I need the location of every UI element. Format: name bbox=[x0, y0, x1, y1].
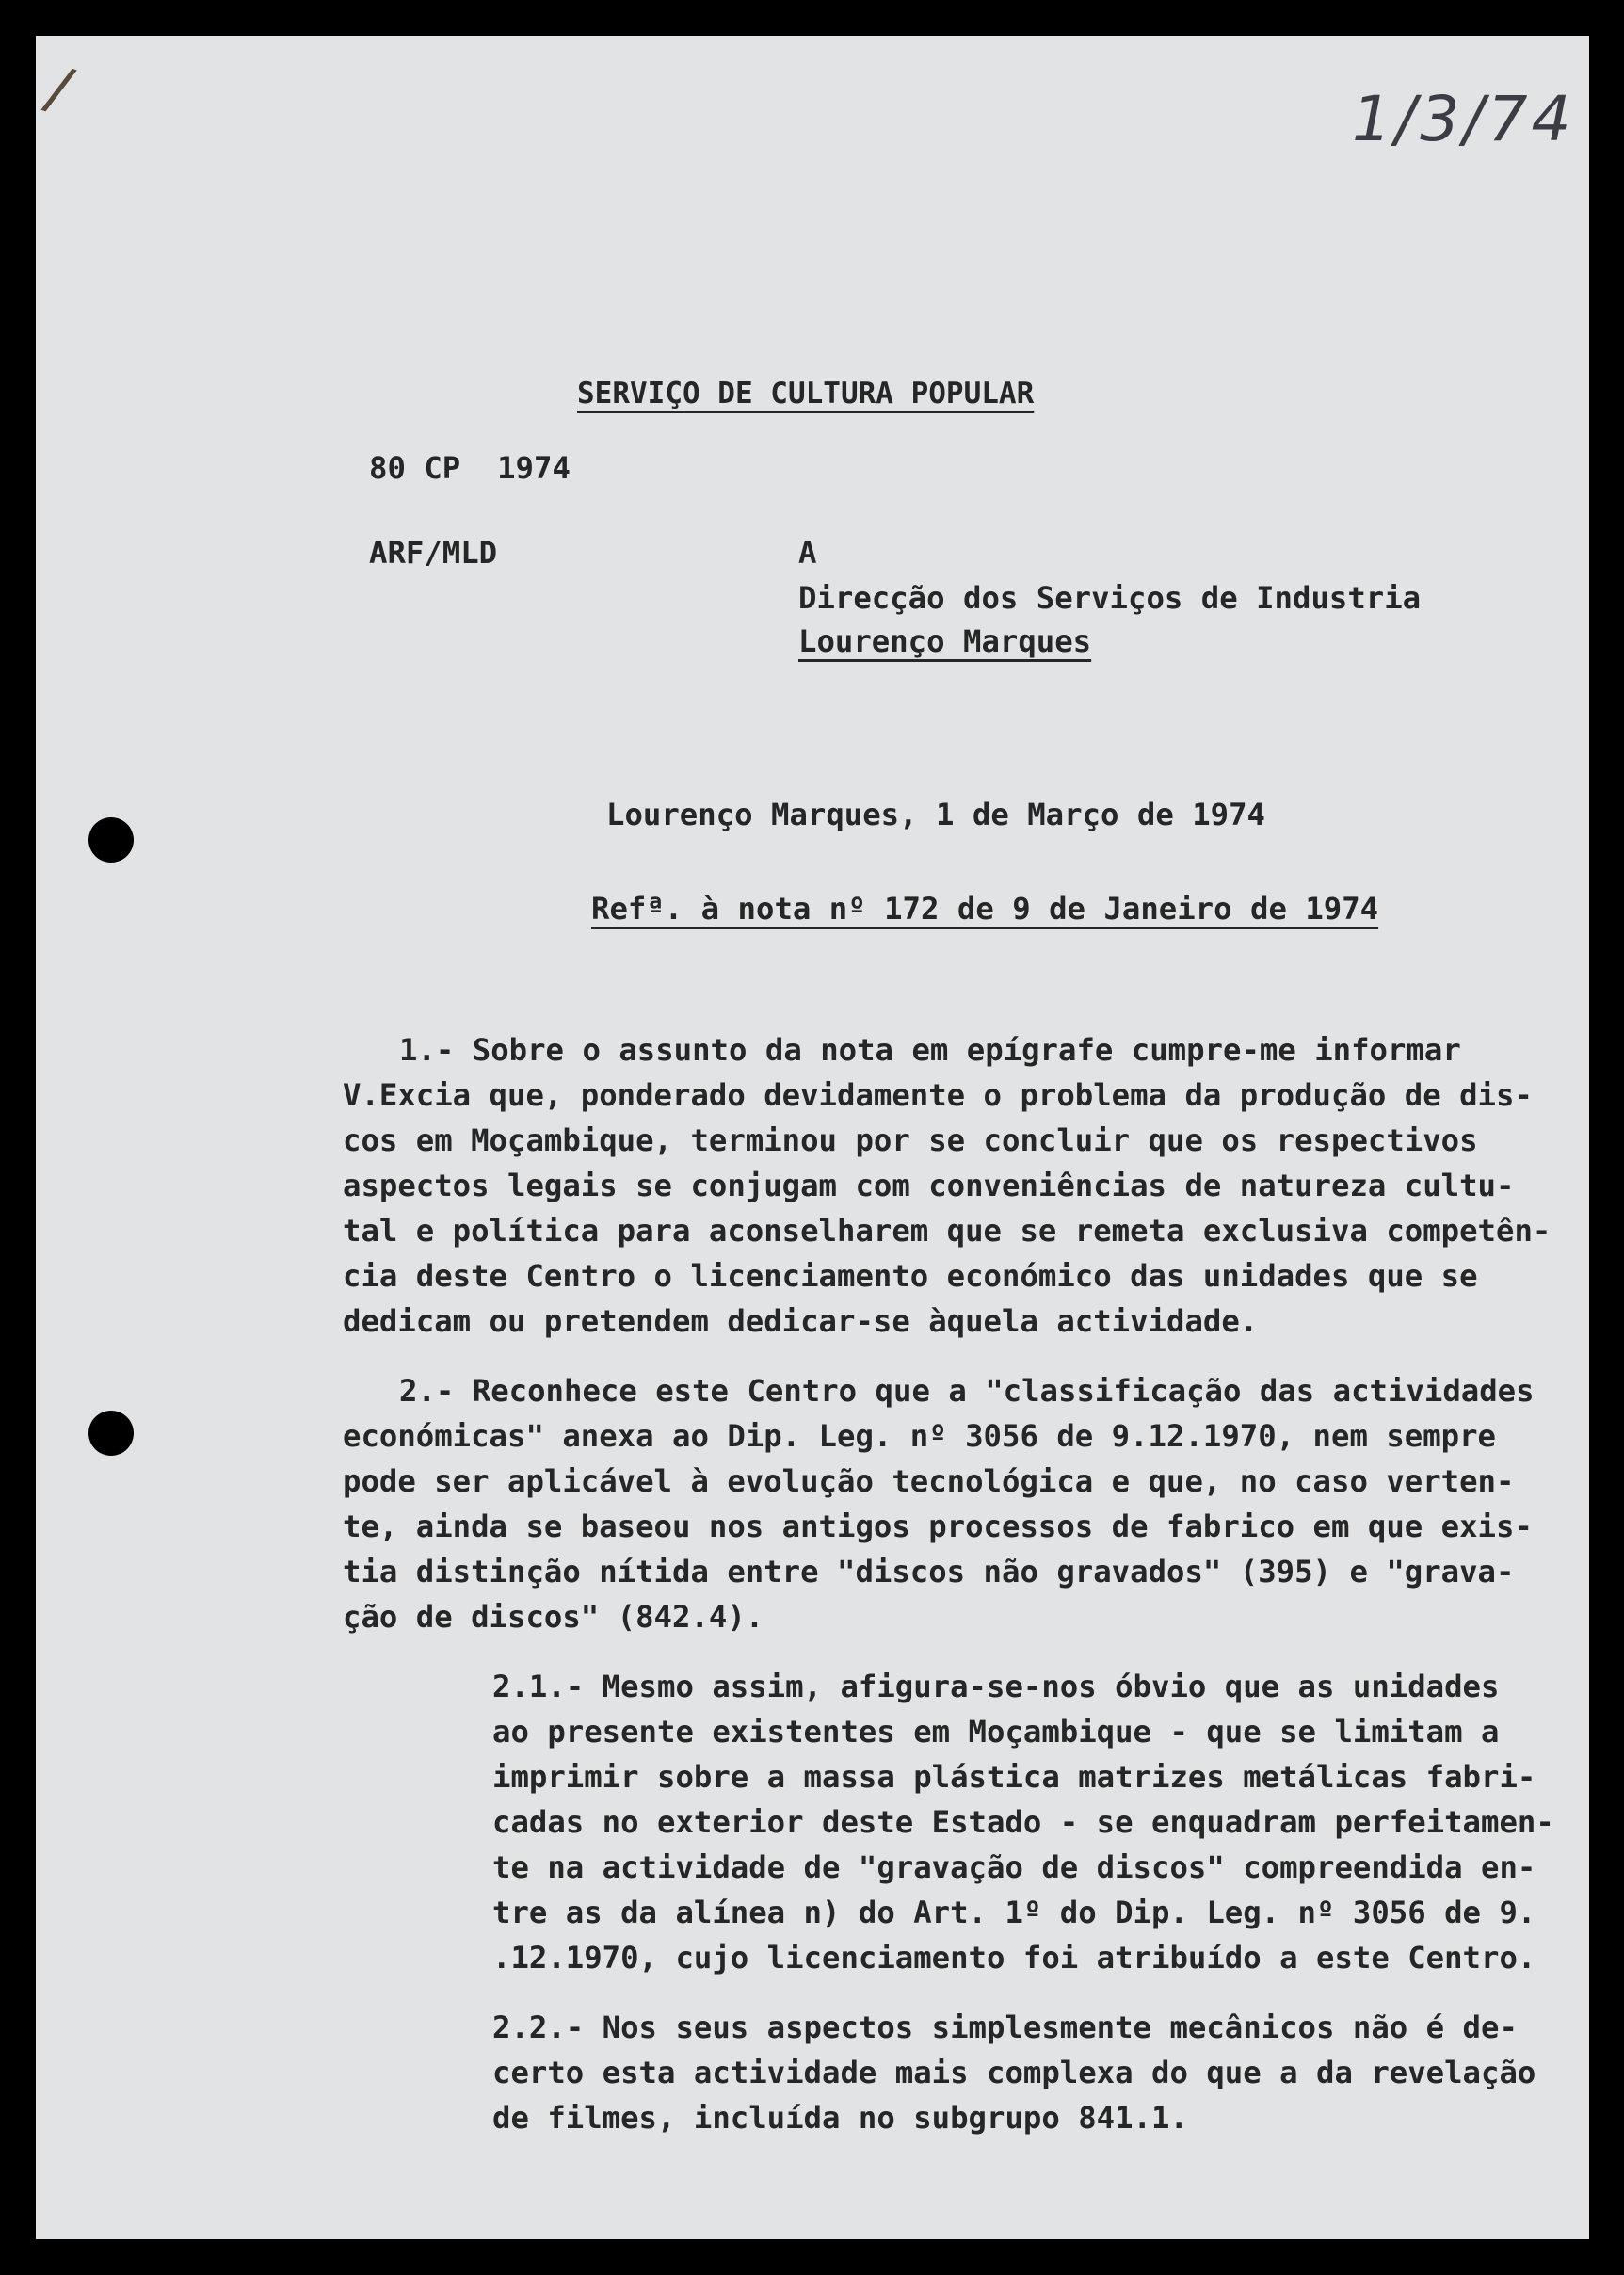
paragraph-line: cos em Moçambique, terminou por se concluir que os respectivos bbox=[343, 1122, 1478, 1158]
paragraph-line: V.Excia que, ponderado devidamente o problema da produção de dis- bbox=[343, 1077, 1533, 1113]
paragraph-line: .12.1970, cujo licenciamento foi atribuído a este Centro. bbox=[492, 1940, 1536, 1976]
paragraph-line: 2.2.- Nos seus aspectos simplesmente mecânicos não é de- bbox=[492, 2009, 1518, 2045]
paragraph-line: tia distinção nítida entre "discos não gravados" (395) e "grava- bbox=[343, 1554, 1515, 1589]
recipient-prefix: A bbox=[798, 535, 817, 571]
paragraph-line: 2.- Reconhece este Centro que a "classificação das actividades bbox=[399, 1373, 1535, 1409]
paragraph-line: aspectos legais se conjugam com conveniências de natureza cultu- bbox=[343, 1168, 1515, 1203]
paragraph-line: ção de discos" (842.4). bbox=[343, 1599, 764, 1635]
subject-reference: Refª. à nota nº 172 de 9 de Janeiro de 1974 bbox=[591, 891, 1379, 927]
sender-initials: ARF/MLD bbox=[369, 535, 498, 571]
organization-heading: SERVIÇO DE CULTURA POPULAR bbox=[577, 377, 1035, 411]
paragraph-line: imprimir sobre a massa plástica matrizes metálicas fabri- bbox=[492, 1759, 1536, 1795]
paragraph-line: de filmes, incluída no subgrupo 841.1. bbox=[492, 2100, 1188, 2136]
paragraph-line: certo esta actividade mais complexa do que a da revelação bbox=[492, 2055, 1536, 2090]
place-date: Lourenço Marques, 1 de Março de 1974 bbox=[606, 797, 1265, 832]
paragraph-line: cia deste Centro o licenciamento económico das unidades que se bbox=[343, 1258, 1478, 1294]
paragraph-line: tre as da alínea n) do Art. 1º do Dip. Leg. nº 3056 de 9. bbox=[492, 1895, 1536, 1930]
paragraph-line: tal e política para aconselharem que se remeta exclusiva competên- bbox=[343, 1213, 1552, 1249]
paragraph-line: económicas" anexa ao Dip. Leg. nº 3056 de 9.12.1970, nem sempre bbox=[343, 1418, 1496, 1454]
paragraph-line: 1.- Sobre o assunto da nota em epígrafe cumpre-me informar bbox=[399, 1032, 1461, 1068]
reference-number: 80 CP 1974 bbox=[369, 450, 571, 486]
paragraph-line: cadas no exterior deste Estado - se enquadram perfeitamen- bbox=[492, 1804, 1554, 1840]
paragraph-line: pode ser aplicável à evolução tecnológica e que, no caso verten- bbox=[343, 1463, 1515, 1499]
hole-punch-top bbox=[88, 817, 134, 863]
paragraph-line: 2.1.- Mesmo assim, afigura-se-nos óbvio que as unidades bbox=[492, 1669, 1500, 1704]
paragraph-line: dedicam ou pretendem dedicar-se àquela actividade. bbox=[343, 1303, 1259, 1339]
hole-punch-bottom bbox=[88, 1411, 134, 1456]
document-page bbox=[36, 36, 1589, 2239]
corner-pencil-mark: / bbox=[37, 53, 81, 126]
paragraph-line: te na actividade de "gravação de discos" compreendida en- bbox=[492, 1849, 1536, 1885]
recipient-city: Lourenço Marques bbox=[798, 623, 1092, 659]
handwritten-date: 1/3/74 bbox=[1352, 83, 1575, 155]
paragraph-line: ao presente existentes em Moçambique - que se limitam a bbox=[492, 1714, 1500, 1750]
paragraph-line: te, ainda se baseou nos antigos processos de fabrico em que exis- bbox=[343, 1509, 1533, 1544]
recipient-name: Direcção dos Serviços de Industria bbox=[798, 580, 1422, 616]
